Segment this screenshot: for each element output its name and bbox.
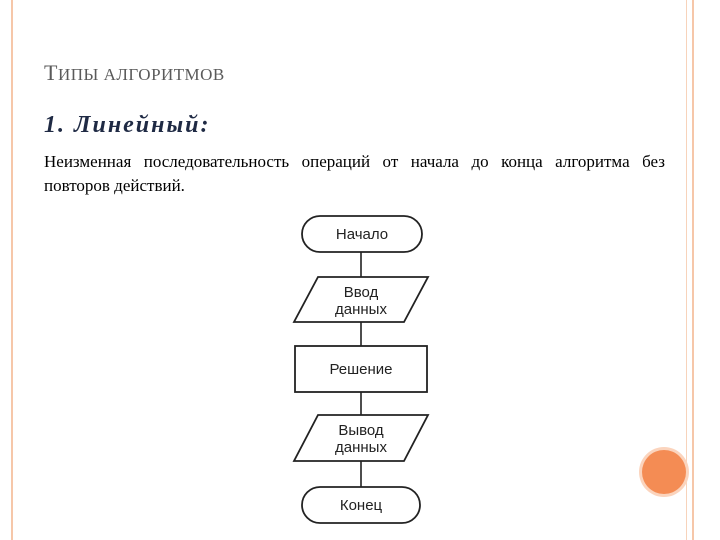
- slide-title-rest: ИПЫ АЛГОРИТМОВ: [57, 65, 225, 84]
- start-label: Начало: [335, 226, 389, 243]
- process-label: Решение: [329, 361, 393, 378]
- output-label-line1: Вывод: [338, 422, 384, 439]
- description-text: Неизменная последовательность операций от начала до конца алгоритма без повторов действий.: [44, 152, 665, 195]
- output-label-line2: данных: [335, 439, 387, 456]
- section-heading: 1. Линейный:: [44, 112, 211, 138]
- input-label-line2: данных: [335, 301, 387, 318]
- slide-title-cap: Т: [44, 60, 58, 85]
- input-label-line1: Ввод: [343, 284, 379, 301]
- end-label: Конец: [339, 497, 383, 514]
